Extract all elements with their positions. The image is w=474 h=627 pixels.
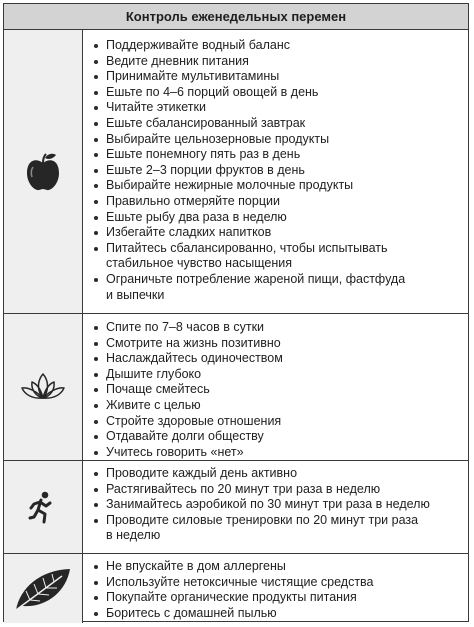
list-item: Проводите каждый день активно — [93, 466, 468, 482]
list-item: Живите с целью — [93, 398, 468, 414]
list-item: Наслаждайтесь одиночеством — [93, 351, 468, 367]
list-item: Поддерживайте водный баланс — [93, 38, 468, 54]
nutrition-list — [93, 38, 468, 303]
nutrition-list-cell — [83, 30, 468, 313]
list-item: Ешьте 2–3 порции фруктов в день — [93, 163, 468, 179]
list-item: Избегайте сладких напитков — [93, 225, 468, 241]
nutrition-section — [4, 30, 468, 314]
list-item-continuation: в неделю — [106, 528, 161, 543]
environment-list-cell — [83, 554, 468, 623]
list-item: Занимайтесь аэробикой по 30 минут три раза в неделю — [93, 497, 468, 513]
environment-icon-cell — [4, 554, 83, 623]
list-item: Читайте этикетки — [93, 100, 468, 116]
list-item: Боритесь с домашней пылью — [93, 606, 468, 622]
list-item: Правильно отмеряйте порции — [93, 194, 468, 210]
list-item: Отдавайте долги обществу — [93, 429, 468, 445]
list-item: Покупайте органические продукты питания — [93, 590, 468, 606]
activity-icon-cell — [4, 461, 83, 553]
list-item: Ешьте понемногу пять раз в день — [93, 147, 468, 163]
list-item: Выбирайте нежирные молочные продукты — [93, 178, 468, 194]
activity-list-cell — [83, 461, 468, 553]
list-item: Ограничьте потребление жареной пищи, фастфуда — [93, 272, 468, 288]
table-title: Контроль еженедельных перемен — [4, 4, 468, 30]
list-item: Спите по 7–8 часов в сутки — [93, 320, 468, 336]
weekly-changes-table — [3, 3, 469, 622]
mind-section — [4, 314, 468, 461]
mind-icon-cell — [4, 314, 83, 460]
leaf-icon — [12, 566, 74, 612]
list-item: Дышите глубоко — [93, 367, 468, 383]
running-person-icon — [28, 489, 58, 525]
list-item: Учитесь говорить «нет» — [93, 445, 468, 461]
list-item: Стройте здоровые отношения — [93, 414, 468, 430]
lotus-icon — [19, 371, 67, 403]
nutrition-icon-cell — [4, 30, 83, 313]
list-item-continuation: и выпечки — [106, 287, 165, 302]
list-item-continuation: стабильное чувство насыщения — [106, 256, 293, 271]
list-item: Выбирайте цельнозерновые продукты — [93, 132, 468, 148]
list-item: Почаще смейтесь — [93, 382, 468, 398]
list-item: Не впускайте в дом аллергены — [93, 559, 468, 575]
list-item: Ешьте рыбу два раза в неделю — [93, 210, 468, 226]
apple-icon — [25, 152, 61, 192]
list-item: Ешьте сбалансированный завтрак — [93, 116, 468, 132]
environment-section — [4, 554, 468, 623]
list-item: Растягивайтесь по 20 минут три раза в неделю — [93, 482, 468, 498]
mind-list — [93, 320, 468, 460]
list-item: Проводите силовые тренировки по 20 минут три раза — [93, 513, 468, 529]
activity-list — [93, 466, 468, 544]
list-item: Смотрите на жизнь позитивно — [93, 336, 468, 352]
list-item: Ешьте по 4–6 порций овощей в день — [93, 85, 468, 101]
list-item: Питайтесь сбалансированно, чтобы испытывать — [93, 241, 468, 257]
list-item: Используйте нетоксичные чистящие средства — [93, 575, 468, 591]
activity-section — [4, 461, 468, 554]
mind-list-cell — [83, 314, 468, 460]
environment-list — [93, 559, 468, 621]
list-item: Ведите дневник питания — [93, 54, 468, 70]
list-item: Принимайте мультивитамины — [93, 69, 468, 85]
